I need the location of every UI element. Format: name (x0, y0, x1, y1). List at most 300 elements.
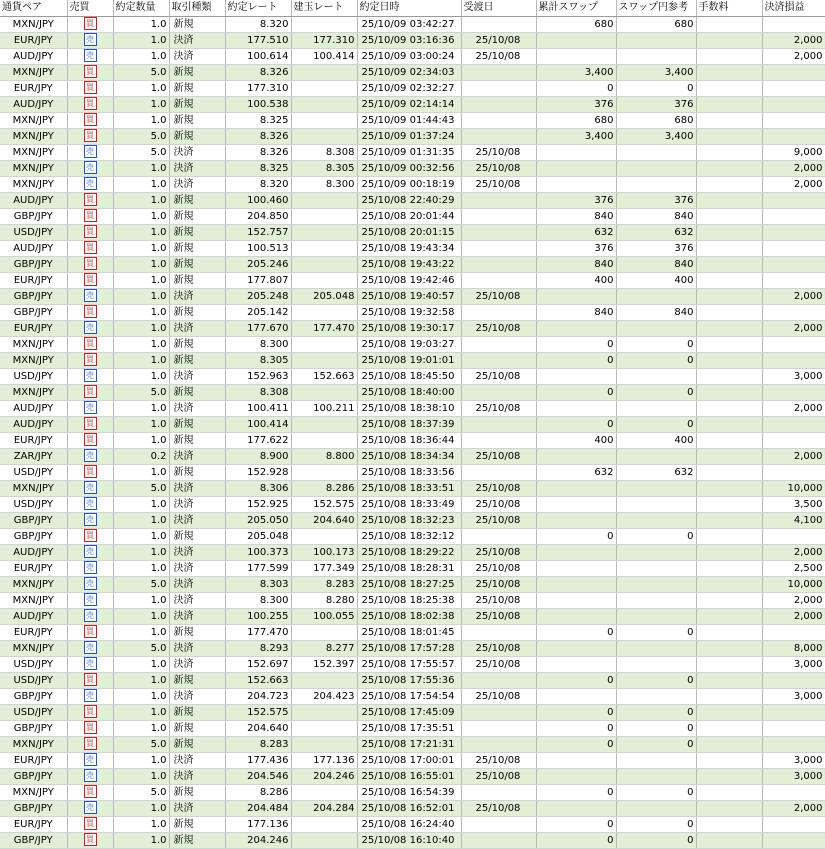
cell-rate: 177.310 (225, 80, 291, 96)
buy-badge: 買 (84, 737, 97, 750)
sell-badge: 売 (84, 449, 97, 462)
cell-rate: 8.303 (225, 576, 291, 592)
cell-pl (762, 816, 825, 832)
cell-side (67, 128, 113, 144)
table-row[interactable] (0, 96, 825, 112)
col-header-delivery[interactable]: 受渡日 (461, 0, 536, 16)
cell-type: 新規 (169, 208, 225, 224)
table-row[interactable] (0, 64, 825, 80)
cell-pl (762, 16, 825, 32)
cell-open-rate (291, 272, 357, 288)
cell-delivery: 25/10/08 (461, 176, 536, 192)
cell-pair: MXN/JPY (0, 64, 67, 80)
table-row[interactable] (0, 272, 825, 288)
cell-swap: 0 (536, 80, 616, 96)
cell-swap-ref: 3,400 (616, 64, 696, 80)
cell-datetime: 25/10/08 16:52:01 (357, 800, 461, 816)
cell-side (67, 480, 113, 496)
cell-fee (696, 448, 762, 464)
cell-delivery (461, 416, 536, 432)
cell-pl: 3,000 (762, 752, 825, 768)
cell-datetime: 25/10/08 18:32:23 (357, 512, 461, 528)
cell-datetime: 25/10/09 00:18:19 (357, 176, 461, 192)
cell-datetime: 25/10/08 18:36:44 (357, 432, 461, 448)
cell-pl (762, 64, 825, 80)
cell-pair: AUD/JPY (0, 608, 67, 624)
cell-open-rate (291, 624, 357, 640)
buy-badge: 買 (84, 113, 97, 126)
cell-pl (762, 432, 825, 448)
cell-rate: 8.293 (225, 640, 291, 656)
cell-swap-ref: 680 (616, 16, 696, 32)
cell-fee (696, 464, 762, 480)
cell-pair: GBP/JPY (0, 688, 67, 704)
table-row[interactable] (0, 32, 825, 48)
col-header-swap-ref[interactable]: スワップ円参考 (616, 0, 696, 16)
table-row[interactable] (0, 768, 825, 784)
cell-type: 決済 (169, 320, 225, 336)
cell-pair: MXN/JPY (0, 16, 67, 32)
cell-rate: 152.963 (225, 368, 291, 384)
cell-open-rate (291, 384, 357, 400)
cell-pl: 2,000 (762, 400, 825, 416)
cell-datetime: 25/10/08 17:35:51 (357, 720, 461, 736)
cell-pair: AUD/JPY (0, 96, 67, 112)
table-row[interactable] (0, 800, 825, 816)
cell-datetime: 25/10/08 18:27:25 (357, 576, 461, 592)
cell-open-rate (291, 720, 357, 736)
cell-swap: 680 (536, 112, 616, 128)
cell-pair: USD/JPY (0, 224, 67, 240)
cell-qty: 1.0 (113, 256, 169, 272)
cell-swap (536, 480, 616, 496)
table-row[interactable] (0, 336, 825, 352)
cell-delivery: 25/10/08 (461, 288, 536, 304)
table-row[interactable] (0, 176, 825, 192)
cell-pl: 2,500 (762, 560, 825, 576)
cell-qty: 1.0 (113, 224, 169, 240)
cell-datetime: 25/10/08 19:01:01 (357, 352, 461, 368)
cell-datetime: 25/10/08 18:34:34 (357, 448, 461, 464)
cell-type: 新規 (169, 736, 225, 752)
cell-fee (696, 688, 762, 704)
cell-side (67, 608, 113, 624)
cell-side (67, 448, 113, 464)
cell-pair: MXN/JPY (0, 160, 67, 176)
cell-fee (696, 768, 762, 784)
table-row[interactable] (0, 528, 825, 544)
cell-datetime: 25/10/08 19:40:57 (357, 288, 461, 304)
cell-fee (696, 192, 762, 208)
cell-swap: 0 (536, 384, 616, 400)
cell-qty: 1.0 (113, 320, 169, 336)
cell-datetime: 25/10/08 19:43:22 (357, 256, 461, 272)
col-header-datetime[interactable]: 約定日時 (357, 0, 461, 16)
table-row[interactable] (0, 304, 825, 320)
cell-pl: 2,000 (762, 608, 825, 624)
cell-side (67, 368, 113, 384)
table-row[interactable] (0, 16, 825, 32)
table-row[interactable] (0, 704, 825, 720)
cell-pair: AUD/JPY (0, 192, 67, 208)
cell-qty: 1.0 (113, 96, 169, 112)
cell-pair: USD/JPY (0, 464, 67, 480)
table-row[interactable] (0, 816, 825, 832)
cell-side (67, 560, 113, 576)
cell-pair: GBP/JPY (0, 304, 67, 320)
cell-delivery: 25/10/08 (461, 544, 536, 560)
cell-pl (762, 112, 825, 128)
cell-pl (762, 96, 825, 112)
cell-side (67, 320, 113, 336)
buy-badge: 買 (84, 721, 97, 734)
cell-qty: 1.0 (113, 464, 169, 480)
cell-side (67, 432, 113, 448)
cell-datetime: 25/10/08 18:37:39 (357, 416, 461, 432)
cell-qty: 1.0 (113, 560, 169, 576)
buy-badge: 買 (84, 273, 97, 286)
sell-badge: 売 (84, 577, 97, 590)
cell-pl (762, 240, 825, 256)
cell-type: 決済 (169, 480, 225, 496)
cell-side (67, 768, 113, 784)
table-row[interactable] (0, 48, 825, 64)
cell-pl (762, 832, 825, 848)
cell-pl (762, 208, 825, 224)
cell-fee (696, 256, 762, 272)
table-row[interactable] (0, 576, 825, 592)
cell-pl (762, 336, 825, 352)
cell-swap-ref (616, 752, 696, 768)
cell-type: 決済 (169, 752, 225, 768)
cell-open-rate (291, 736, 357, 752)
cell-swap-ref: 0 (616, 704, 696, 720)
buy-badge: 買 (84, 209, 97, 222)
cell-delivery (461, 96, 536, 112)
col-header-fee[interactable]: 手数料 (696, 0, 762, 16)
table-row[interactable] (0, 320, 825, 336)
buy-badge: 買 (84, 353, 97, 366)
cell-swap-ref (616, 800, 696, 816)
cell-pair: MXN/JPY (0, 336, 67, 352)
cell-type: 決済 (169, 288, 225, 304)
sell-badge: 売 (84, 641, 97, 654)
cell-side (67, 336, 113, 352)
cell-qty: 1.0 (113, 752, 169, 768)
cell-delivery (461, 16, 536, 32)
cell-side (67, 384, 113, 400)
sell-badge: 売 (84, 689, 97, 702)
cell-pl (762, 704, 825, 720)
cell-rate: 204.546 (225, 768, 291, 784)
cell-swap-ref (616, 640, 696, 656)
col-header-swap[interactable]: 累計スワップ (536, 0, 616, 16)
cell-qty: 1.0 (113, 368, 169, 384)
buy-badge: 買 (84, 337, 97, 350)
cell-side (67, 592, 113, 608)
cell-swap (536, 160, 616, 176)
cell-type: 決済 (169, 144, 225, 160)
cell-delivery: 25/10/08 (461, 32, 536, 48)
cell-delivery (461, 128, 536, 144)
cell-swap-ref: 0 (616, 336, 696, 352)
cell-type: 決済 (169, 160, 225, 176)
cell-swap-ref: 0 (616, 80, 696, 96)
cell-swap (536, 512, 616, 528)
table-row[interactable] (0, 144, 825, 160)
cell-pair: AUD/JPY (0, 544, 67, 560)
table-row[interactable] (0, 448, 825, 464)
cell-type: 新規 (169, 704, 225, 720)
table-row[interactable] (0, 128, 825, 144)
table-row[interactable] (0, 736, 825, 752)
cell-type: 新規 (169, 720, 225, 736)
cell-pair: EUR/JPY (0, 560, 67, 576)
table-row[interactable] (0, 368, 825, 384)
buy-badge: 買 (84, 529, 97, 542)
cell-datetime: 25/10/08 17:57:28 (357, 640, 461, 656)
table-row[interactable] (0, 720, 825, 736)
cell-rate: 100.614 (225, 48, 291, 64)
cell-delivery (461, 784, 536, 800)
cell-delivery: 25/10/08 (461, 592, 536, 608)
cell-swap (536, 592, 616, 608)
cell-swap-ref (616, 496, 696, 512)
table-row[interactable] (0, 592, 825, 608)
cell-qty: 1.0 (113, 768, 169, 784)
cell-qty: 1.0 (113, 624, 169, 640)
cell-pair: GBP/JPY (0, 208, 67, 224)
table-row[interactable] (0, 240, 825, 256)
cell-type: 新規 (169, 672, 225, 688)
cell-type: 新規 (169, 224, 225, 240)
table-row[interactable] (0, 544, 825, 560)
cell-pl: 3,000 (762, 768, 825, 784)
cell-rate: 8.325 (225, 112, 291, 128)
cell-type: 新規 (169, 816, 225, 832)
table-row[interactable] (0, 640, 825, 656)
table-row[interactable] (0, 512, 825, 528)
cell-pl (762, 384, 825, 400)
col-header-pair[interactable]: 通貨ペア (0, 0, 67, 16)
col-header-rate[interactable]: 約定レート (225, 0, 291, 16)
cell-pair: MXN/JPY (0, 128, 67, 144)
table-row[interactable] (0, 160, 825, 176)
table-row[interactable] (0, 480, 825, 496)
table-row[interactable] (0, 608, 825, 624)
cell-type: 新規 (169, 304, 225, 320)
cell-pair: GBP/JPY (0, 288, 67, 304)
cell-pl (762, 304, 825, 320)
cell-side (67, 528, 113, 544)
cell-datetime: 25/10/08 16:24:40 (357, 816, 461, 832)
table-row[interactable] (0, 416, 825, 432)
cell-swap-ref: 0 (616, 720, 696, 736)
table-row[interactable] (0, 832, 825, 848)
cell-swap-ref (616, 48, 696, 64)
cell-pl: 10,000 (762, 480, 825, 496)
cell-delivery (461, 736, 536, 752)
table-row[interactable] (0, 208, 825, 224)
table-row[interactable] (0, 352, 825, 368)
cell-pair: MXN/JPY (0, 384, 67, 400)
cell-pl: 2,000 (762, 320, 825, 336)
table-row[interactable] (0, 624, 825, 640)
cell-type: 新規 (169, 112, 225, 128)
cell-swap-ref: 0 (616, 816, 696, 832)
cell-pair: EUR/JPY (0, 272, 67, 288)
cell-rate: 205.246 (225, 256, 291, 272)
col-header-open-rate[interactable]: 建玉レート (291, 0, 357, 16)
cell-qty: 1.0 (113, 544, 169, 560)
cell-fee (696, 336, 762, 352)
col-header-qty[interactable]: 約定数量 (113, 0, 169, 16)
cell-type: 決済 (169, 48, 225, 64)
cell-rate: 8.308 (225, 384, 291, 400)
cell-pl (762, 736, 825, 752)
cell-pair: USD/JPY (0, 656, 67, 672)
cell-swap-ref (616, 288, 696, 304)
cell-rate: 8.326 (225, 64, 291, 80)
cell-pair: MXN/JPY (0, 352, 67, 368)
cell-swap: 840 (536, 208, 616, 224)
table-row[interactable] (0, 112, 825, 128)
cell-swap: 0 (536, 336, 616, 352)
cell-pair: AUD/JPY (0, 240, 67, 256)
cell-type: 決済 (169, 496, 225, 512)
cell-qty: 1.0 (113, 192, 169, 208)
cell-fee (696, 656, 762, 672)
buy-badge: 買 (84, 465, 97, 478)
table-row[interactable] (0, 288, 825, 304)
cell-swap-ref: 0 (616, 528, 696, 544)
cell-swap-ref (616, 544, 696, 560)
table-row[interactable] (0, 192, 825, 208)
buy-badge: 買 (84, 625, 97, 638)
cell-open-rate: 8.305 (291, 160, 357, 176)
cell-open-rate: 204.246 (291, 768, 357, 784)
cell-open-rate (291, 528, 357, 544)
cell-rate: 177.510 (225, 32, 291, 48)
buy-badge: 買 (84, 305, 97, 318)
table-row[interactable] (0, 688, 825, 704)
cell-side (67, 464, 113, 480)
sell-badge: 売 (84, 49, 97, 62)
cell-side (67, 816, 113, 832)
cell-datetime: 25/10/08 17:45:09 (357, 704, 461, 720)
cell-delivery (461, 112, 536, 128)
cell-pl (762, 784, 825, 800)
cell-swap-ref: 0 (616, 352, 696, 368)
cell-delivery: 25/10/08 (461, 576, 536, 592)
cell-fee (696, 800, 762, 816)
cell-qty: 1.0 (113, 352, 169, 368)
cell-qty: 1.0 (113, 704, 169, 720)
sell-badge: 売 (84, 753, 97, 766)
cell-open-rate: 177.310 (291, 32, 357, 48)
cell-fee (696, 480, 762, 496)
cell-fee (696, 752, 762, 768)
cell-swap: 840 (536, 304, 616, 320)
cell-pl (762, 128, 825, 144)
cell-datetime: 25/10/08 18:33:56 (357, 464, 461, 480)
cell-side (67, 176, 113, 192)
table-row[interactable] (0, 656, 825, 672)
cell-datetime: 25/10/09 02:34:03 (357, 64, 461, 80)
col-header-pl[interactable]: 決済損益 (762, 0, 825, 16)
cell-swap-ref (616, 448, 696, 464)
sell-badge: 売 (84, 513, 97, 526)
table-row[interactable] (0, 224, 825, 240)
buy-badge: 買 (84, 705, 97, 718)
sell-badge: 売 (84, 657, 97, 670)
cell-rate: 8.326 (225, 128, 291, 144)
cell-fee (696, 384, 762, 400)
cell-side (67, 544, 113, 560)
cell-open-rate (291, 672, 357, 688)
cell-datetime: 25/10/08 19:30:17 (357, 320, 461, 336)
table-row[interactable] (0, 432, 825, 448)
cell-rate: 177.470 (225, 624, 291, 640)
cell-open-rate (291, 704, 357, 720)
cell-swap (536, 320, 616, 336)
cell-open-rate: 204.640 (291, 512, 357, 528)
cell-datetime: 25/10/09 01:37:24 (357, 128, 461, 144)
cell-delivery: 25/10/08 (461, 768, 536, 784)
table-row[interactable] (0, 400, 825, 416)
cell-delivery (461, 384, 536, 400)
cell-qty: 1.0 (113, 832, 169, 848)
buy-badge: 買 (84, 673, 97, 686)
table-row[interactable] (0, 784, 825, 800)
cell-qty: 5.0 (113, 784, 169, 800)
cell-open-rate: 8.283 (291, 576, 357, 592)
cell-type: 決済 (169, 576, 225, 592)
cell-qty: 1.0 (113, 304, 169, 320)
cell-swap (536, 544, 616, 560)
cell-pl: 2,000 (762, 448, 825, 464)
table-row[interactable] (0, 752, 825, 768)
cell-delivery (461, 272, 536, 288)
cell-rate: 8.900 (225, 448, 291, 464)
table-row[interactable] (0, 496, 825, 512)
cell-datetime: 25/10/09 01:31:35 (357, 144, 461, 160)
col-header-side[interactable]: 売買 (67, 0, 113, 16)
cell-rate: 100.411 (225, 400, 291, 416)
cell-swap-ref: 632 (616, 464, 696, 480)
table-row[interactable] (0, 80, 825, 96)
table-row[interactable] (0, 384, 825, 400)
cell-swap-ref: 632 (616, 224, 696, 240)
cell-qty: 5.0 (113, 64, 169, 80)
cell-type: 決済 (169, 512, 225, 528)
cell-swap-ref (616, 512, 696, 528)
cell-datetime: 25/10/08 18:33:49 (357, 496, 461, 512)
cell-pair: GBP/JPY (0, 800, 67, 816)
cell-open-rate: 8.277 (291, 640, 357, 656)
cell-type: 決済 (169, 544, 225, 560)
cell-qty: 1.0 (113, 800, 169, 816)
cell-swap (536, 608, 616, 624)
cell-qty: 5.0 (113, 384, 169, 400)
table-row[interactable] (0, 560, 825, 576)
col-header-type[interactable]: 取引種類 (169, 0, 225, 16)
cell-pl: 2,000 (762, 32, 825, 48)
cell-pl: 2,000 (762, 176, 825, 192)
table-row[interactable] (0, 256, 825, 272)
table-row[interactable] (0, 672, 825, 688)
table-row[interactable] (0, 464, 825, 480)
